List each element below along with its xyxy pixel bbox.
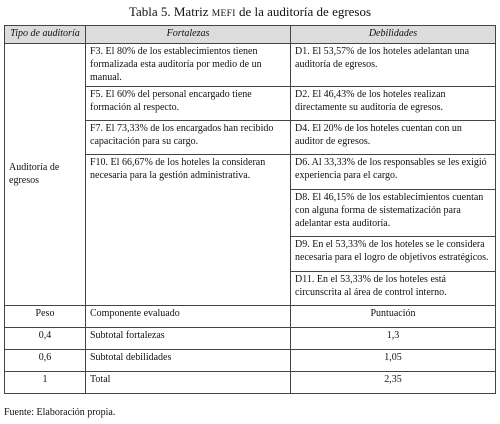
- debilidad-cell: D11. En el 53,33% de los hoteles está circunscrita al área de control interno.: [291, 272, 496, 306]
- score-componente: Subtotal fortalezas: [86, 328, 291, 350]
- score-row: [5, 372, 496, 394]
- table-caption: [0, 4, 500, 20]
- caption-suffix: de la auditoría de egresos: [235, 4, 372, 19]
- score-peso: 0,4: [5, 328, 86, 350]
- score-header-puntuacion: Puntuación: [291, 306, 496, 328]
- header-row: [5, 26, 496, 44]
- caption-prefix: Tabla 5. Matriz: [128, 4, 212, 19]
- debilidad-cell: D9. En el 53,33% de los hoteles se le considera necesaria para el logro de objetivos estratégicos.: [291, 237, 496, 272]
- fortaleza-cell: F3. El 80% de los establecimientos tienen formalizada esta auditoría por medio de un manual.: [86, 44, 291, 87]
- score-puntuacion: 1,3: [291, 328, 496, 350]
- debilidad-cell: D1. El 53,57% de los hoteles adelantan una auditoría de egresos.: [291, 44, 496, 87]
- debilidad-cell: D2. El 46,43% de los hoteles realizan directamente su auditoría de egresos.: [291, 87, 496, 121]
- debilidad-cell: D6. Al 33,33% de los responsables se les exigió experiencia para el cargo.: [291, 155, 496, 190]
- score-header-componente: Componente evaluado: [86, 306, 291, 328]
- score-puntuacion: 2,35: [291, 372, 496, 394]
- table-row: [5, 44, 496, 87]
- header-tipo: Tipo de auditoría: [5, 26, 86, 44]
- score-componente: Total: [86, 372, 291, 394]
- debilidad-cell: D4. El 20% de los hoteles cuentan con un auditor de egresos.: [291, 121, 496, 155]
- header-fortalezas: Fortalezas: [86, 26, 291, 44]
- tipo-auditoria-cell: Auditoría de egresos: [5, 44, 86, 306]
- score-peso: 0,6: [5, 350, 86, 372]
- score-header-peso: Peso: [5, 306, 86, 328]
- debilidad-cell: D8. El 46,15% de los establecimientos cuentan con alguna forma de sistematización para adelantar esta auditoría.: [291, 190, 496, 237]
- score-componente: Subtotal debilidades: [86, 350, 291, 372]
- score-row: [5, 328, 496, 350]
- header-debilidades: Debilidades: [291, 26, 496, 44]
- fortaleza-cell: F10. El 66,67% de los hoteles la consideran necesaria para la gestión administrativa.: [86, 155, 291, 306]
- score-row: [5, 350, 496, 372]
- source-note: Fuente: Elaboración propia.: [4, 407, 116, 418]
- caption-acronym: MEFI: [211, 9, 236, 19]
- fortaleza-cell: F7. El 73,33% de los encargados han recibido capacitación para su cargo.: [86, 121, 291, 155]
- score-puntuacion: 1,05: [291, 350, 496, 372]
- score-header-row: [5, 306, 496, 328]
- fortaleza-cell: F5. El 60% del personal encargado tiene formación al respecto.: [86, 87, 291, 121]
- mefi-table: [4, 25, 496, 394]
- score-peso: 1: [5, 372, 86, 394]
